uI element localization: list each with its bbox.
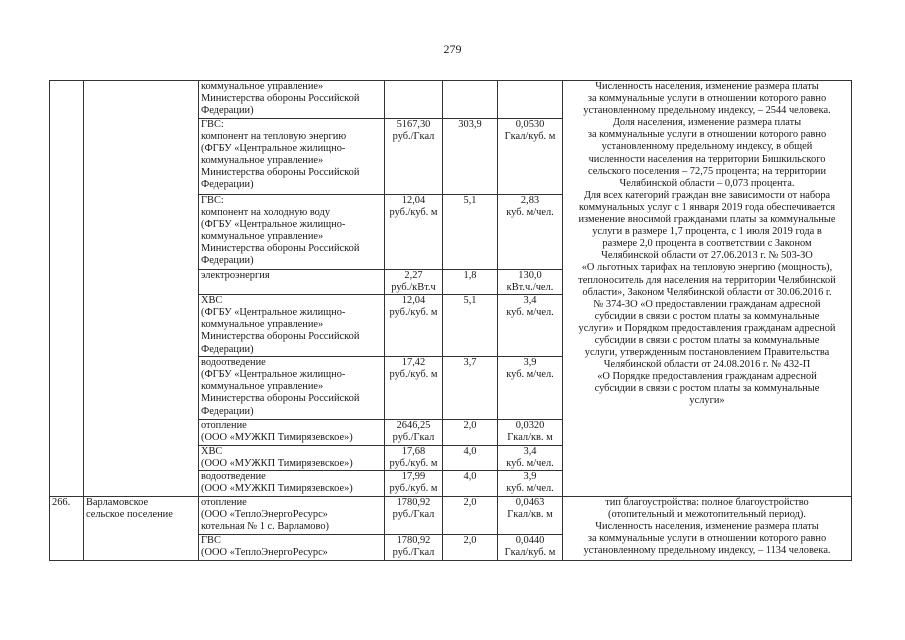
info-cell: Численность населения, изменение размера платы за коммунальные услуги в отношении которого равно установленному предельному индексу, – 2544 человека. Доля населения, изменение размера платы за коммунальные услуги в отношении которого равно установленному предельному индексу, в общей численности населения на территории Бишкильского сельского поселения – 72,75 процента; на территории Челябинской области – 0,073 процента. Для всех категорий граждан вне зависимости от набора коммунальных услуг с 1 января 2019 года обеспечивается изменение вносимой гражданами платы за коммунальные услуги в размере 1,7 процента, с 1 июля 2019 года в размере 2,0 процента в соответствии с Законом Челябинской области от 27.06.2013 г. № 503-ЗО «О льготных тарифах на тепловую энергию (мощность), теплоноситель для населения на территории Челябинской области», Законом Челябинской области от 30.06.2016 г. № 374-ЗО «О предоставлении гражданам адресной субсидии в связи с ростом платы за коммунальные услуги» и Порядком предоставления гражданам адресной субсидии в связи с ростом платы за коммунальные услуги, утвержденным постановлением Правительства Челябинской области от 24.08.2016 г. № 432-П «О Порядке предоставления гражданам адресной субсидии в связи с ростом платы за коммунальные услуги»	[563, 81, 852, 497]
index-cell: 303,9	[443, 119, 498, 195]
service-cell: отопление (ООО «ТеплоЭнергоРесурс» котельная № 1 с. Варламово)	[199, 496, 385, 534]
tariff-cell: 17,42 руб./куб. м	[385, 357, 443, 420]
service-cell: ГВС: компонент на тепловую энергию (ФГБУ «Центральное жилищно- коммунальное управление» Министерства обороны Российской Федерации)	[199, 119, 385, 195]
service-cell: ХВС (ФГБУ «Центральное жилищно- коммунальное управление» Министерства обороны Российской Федерации)	[199, 295, 385, 357]
index-cell: 1,8	[443, 270, 498, 295]
settlement-cell: Варламовское сельское поселение	[84, 496, 199, 560]
service-cell: ХВС (ООО «МУЖКП Тимирязевское»)	[199, 446, 385, 471]
tariff-cell: 2,27 руб./кВт.ч	[385, 270, 443, 295]
tariff-cell: 1780,92 руб./Гкал	[385, 534, 443, 560]
volume-cell: 130,0 кВт.ч./чел.	[498, 270, 563, 295]
tariff-cell: 1780,92 руб./Гкал	[385, 496, 443, 534]
index-cell: 5,1	[443, 195, 498, 270]
index-cell: 3,7	[443, 357, 498, 420]
row-number-cell: 266.	[50, 496, 84, 560]
service-cell: коммунальное управление» Министерства обороны Российской Федерации)	[199, 81, 385, 119]
volume-cell: 0,0463 Гкал/кв. м	[498, 496, 563, 534]
volume-cell	[498, 81, 563, 119]
index-cell: 2,0	[443, 534, 498, 560]
service-cell: ГВС: компонент на холодную воду (ФГБУ «Центральное жилищно- коммунальное управление» Министерства обороны Российской Федерации)	[199, 195, 385, 270]
row-number-cell	[50, 81, 84, 497]
volume-cell: 3,9 куб. м/чел.	[498, 471, 563, 496]
volume-cell: 0,0530 Гкал/куб. м	[498, 119, 563, 195]
service-cell: отопление (ООО «МУЖКП Тимирязевское»)	[199, 420, 385, 446]
tariff-table	[49, 80, 852, 561]
service-cell: электроэнергия	[199, 270, 385, 295]
tariff-cell: 2646,25 руб./Гкал	[385, 420, 443, 446]
tariff-cell: 17,68 руб./куб. м	[385, 446, 443, 471]
volume-cell: 3,4 куб. м/чел.	[498, 446, 563, 471]
service-cell: ГВС (ООО «ТеплоЭнергоРесурс»	[199, 534, 385, 560]
table-row	[50, 496, 852, 534]
tariff-cell	[385, 81, 443, 119]
info-cell: тип благоустройства: полное благоустройство (отопительный и межотопительный период). Численность населения, изменение размера платы за коммунальные услуги в отношении которого равно установленному предельному индексу, – 1134 человека.	[563, 496, 852, 560]
tariff-cell: 12,04 руб./куб. м	[385, 295, 443, 357]
settlement-cell	[84, 81, 199, 497]
index-cell: 2,0	[443, 496, 498, 534]
volume-cell: 0,0440 Гкал/куб. м	[498, 534, 563, 560]
index-cell	[443, 81, 498, 119]
index-cell: 4,0	[443, 471, 498, 496]
volume-cell: 3,4 куб. м/чел.	[498, 295, 563, 357]
index-cell: 4,0	[443, 446, 498, 471]
table-row	[50, 81, 852, 119]
page-number: 279	[443, 42, 462, 56]
tariff-cell: 12,04 руб./куб. м	[385, 195, 443, 270]
tariff-cell: 17,99 руб./куб. м	[385, 471, 443, 496]
volume-cell: 0,0320 Гкал/кв. м	[498, 420, 563, 446]
index-cell: 5,1	[443, 295, 498, 357]
index-cell: 2,0	[443, 420, 498, 446]
tariff-cell: 5167,30 руб./Гкал	[385, 119, 443, 195]
volume-cell: 3,9 куб. м/чел.	[498, 357, 563, 420]
volume-cell: 2,83 куб. м/чел.	[498, 195, 563, 270]
service-cell: водоотведение (ООО «МУЖКП Тимирязевское»)	[199, 471, 385, 496]
service-cell: водоотведение (ФГБУ «Центральное жилищно- коммунальное управление» Министерства обороны Российской Федерации)	[199, 357, 385, 420]
